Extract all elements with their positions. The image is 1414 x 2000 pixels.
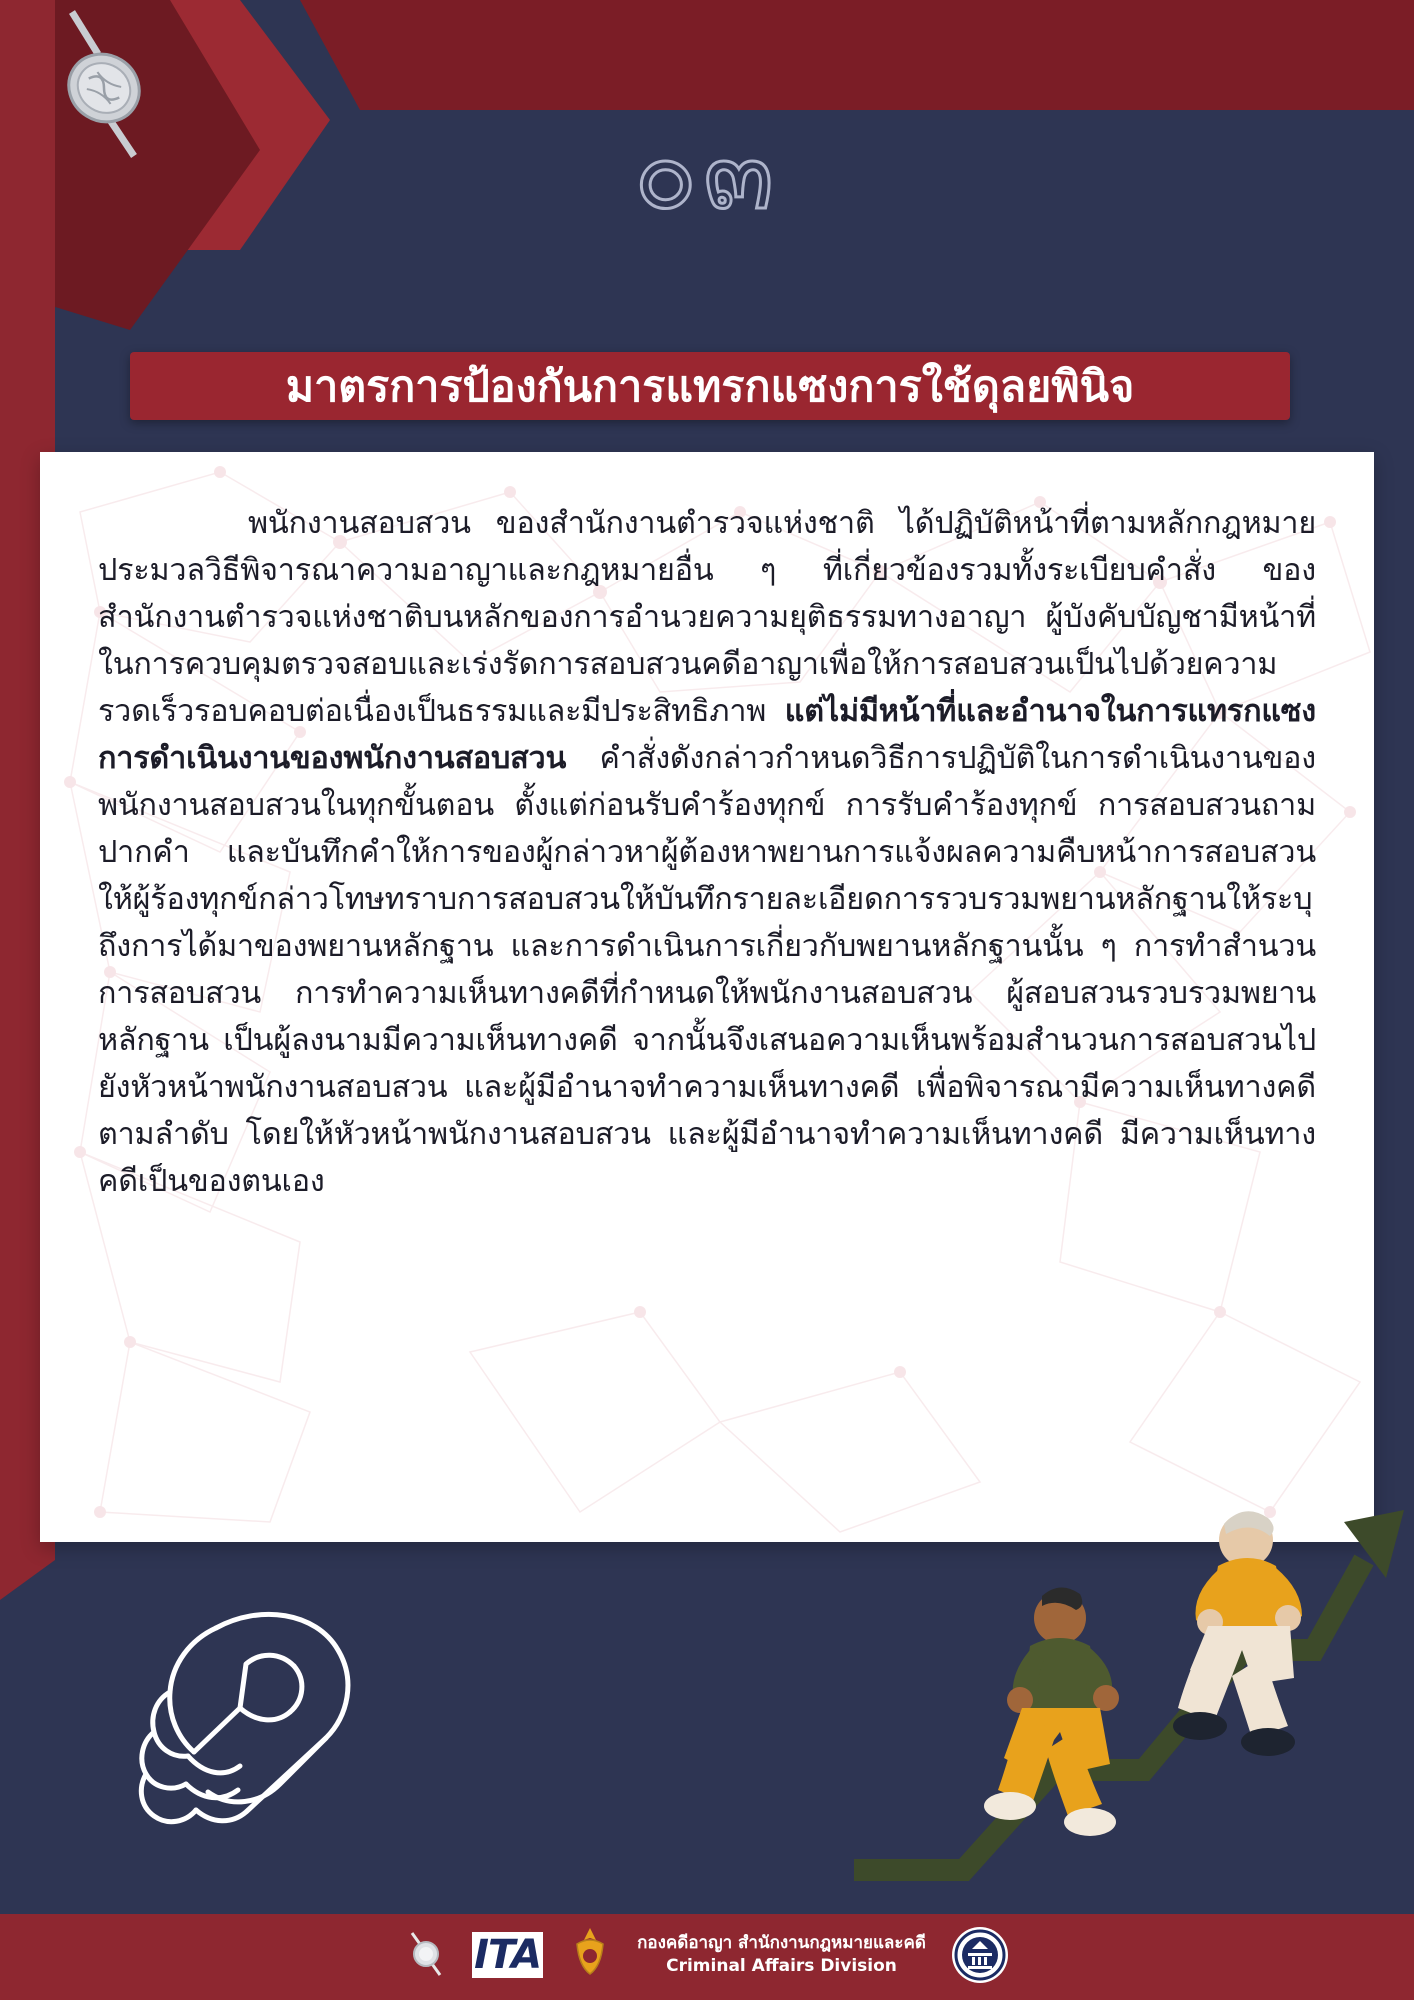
body-paragraph bbox=[98, 500, 1316, 1205]
body-part2: คำสั่งดังกล่าวกำหนดวิธีการปฏิบัติในการดำเนินงานของพนักงานสอบสวนในทุกขั้นตอน ตั้งแต่ก่อนรับคำร้องทุกข์ การรับคำร้องทุกข์ การสอบสวนถามปากคำ และบันทึกคำให้การของผู้กล่าวหาผู้ต้องหาพยานการแจ้งผลความคืบหน้าการสอบสวนให้ผู้ร้องทุกข์กล่าวโทษทราบการสอบสวนให้บันทึกรายละเอียดการรวบรวมพยานหลักฐานให้ระบุถึงการได้มาของพยานหลักฐาน และการดำเนินการเกี่ยวกับพยานหลักฐานนั้น ๆ การทำสำนวนการสอบสวน การทำความเห็นทางคดีที่กำหนดให้พนักงานสอบสวน ผู้สอบสวนรวบรวมพยานหลักฐาน เป็นผู้ลงนามมีความเห็นทางคดี จากนั้นจึงเสนอความเห็นพร้อมสำนวนการสอบสวนไปยังหัวหน้าพนักงานสอบสวน และผู้มีอำนาจทำความเห็นทางคดี เพื่อพิจารณามีความเห็นทางคดีตามลำดับ โดยให้หัวหน้าพนักงานสอบสวน และผู้มีอำนาจทำความเห็นทางคดี มีความเห็นทางคดีเป็นของตนเอง bbox=[98, 741, 1316, 1199]
body-part1: พนักงานสอบสวน ของสำนักงานตำรวจแห่งชาติ ได้ปฏิบัติหน้าที่ตามหลักกฎหมายประมวลวิธีพิจารณาความอาญาและกฎหมายอื่น ๆ ที่เกี่ยวข้องรวมทั้งระเบียบคำสั่ง ของสำนักงานตำรวจแห่งชาติบนหลักของการอำนวยความยุติธรรมทางอาญา ผู้บังคับบัญชามีหน้าที่ในการควบคุมตรวจสอบและเร่งรัดการสอบสวนคดีอาญาเพื่อให้การสอบสวนเป็นไปด้วยความรวดเร็วรอบคอบต่อเนื่องเป็นธรรมและมีประสิทธิภาพ bbox=[98, 506, 1316, 729]
section-number: ๐๓ bbox=[633, 111, 781, 233]
title-banner bbox=[130, 352, 1290, 420]
footer-bar bbox=[0, 1914, 1414, 2000]
ita-label: ITA bbox=[474, 1932, 542, 1978]
ita-logo bbox=[472, 1932, 543, 1978]
climbers-illustration bbox=[844, 1470, 1404, 1890]
body-bold-clause: แต่ไม่มีหน้าที่และอำนาจในการแทรกแซงการดำเนินงานของพนักงานสอบสวน bbox=[98, 694, 1316, 776]
footer-org-block bbox=[637, 1932, 926, 1978]
division-seal-icon bbox=[952, 1927, 1008, 1983]
page-title: มาตรการป้องกันการแทรกแซงการใช้ดุลยพินิจ bbox=[285, 362, 1135, 412]
footer-org-th: กองคดีอาญา สำนักงานกฎหมายและคดี bbox=[637, 1933, 926, 1954]
fist-bump-icon bbox=[120, 1588, 400, 1878]
footer-org-en: Criminal Affairs Division bbox=[666, 1956, 897, 1976]
footer-content bbox=[406, 1926, 1008, 1984]
mace-small-icon bbox=[406, 1929, 446, 1981]
police-emblem-icon bbox=[569, 1926, 611, 1984]
card-body bbox=[40, 452, 1374, 1235]
content-card bbox=[40, 452, 1374, 1542]
